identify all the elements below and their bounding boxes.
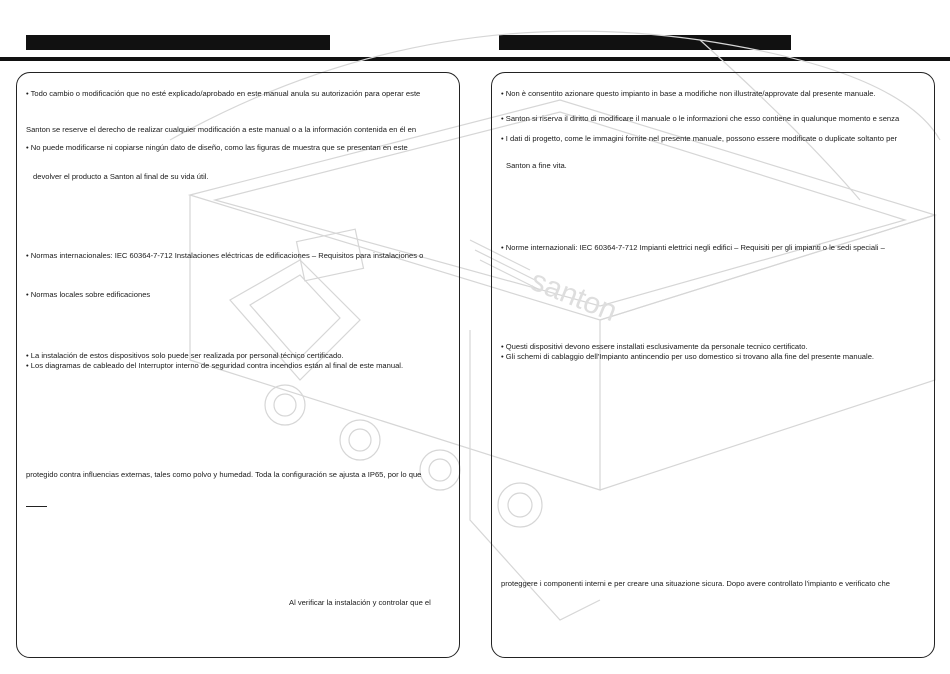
es-bullet-copy: • No puede modificarse ni copiarse ningún dato de diseño, como las figuras de muestra que se presentan en este — [26, 143, 408, 152]
es-bullet-local-norms: • Normas locales sobre edificaciones — [26, 290, 151, 299]
es-bullet-installation: • La instalación de estos dispositivos solo puede ser realizada por personal técnico certificado. — [26, 351, 344, 360]
italian-header-bar — [499, 35, 791, 50]
es-verify: Al verificar la instalación y controlar que el — [289, 598, 431, 607]
it-bullet-certified: • Questi dispositivi devono essere installati esclusivamente da personale tecnico certificato. — [501, 342, 808, 351]
it-bullet-intl-norms: • Norme internazionali: IEC 60364-7-712 Impianti elettrici negli edifici – Requisiti per gli impianti o le sedi speciali – — [501, 243, 885, 252]
italian-content-panel — [491, 72, 935, 658]
es-santon-reserve: Santon se reserve el derecho de realizar cualquier modificación a este manual o a la información contenida en él en — [26, 125, 417, 134]
watermark-brand-text: santon — [525, 263, 622, 329]
es-protected: protegido contra influencias externas, tales como polvo y humedad. Toda la configuración se ajusta a IP65, por lo que — [26, 470, 422, 479]
it-bullet-schemes: • Gli schemi di cablaggio dell'Impianto antincendio per uso domestico si trovano alla fine del presente manuale. — [501, 352, 875, 361]
it-bullet-santon-reserve: • Santon si riserva il diritto di modificare il manuale o le informazioni che esso contiene in qualunque momento e senza — [501, 114, 900, 123]
it-bullet-not-allowed: • Non è consentito azionare questo impianto in base a modifiche non illustrate/approvate dal presente manuale. — [501, 89, 876, 98]
it-end-of-life: Santon a fine vita. — [506, 161, 567, 170]
it-protect: proteggere i componenti interni e per creare una situazione sicura. Dopo avere controllato l'impianto e verificato che — [501, 579, 890, 588]
es-bullet-intl-norms: • Normas internacionales: IEC 60364-7-712 Instalaciones eléctricas de edificaciones – Requisitos para instalaciones o — [26, 251, 424, 260]
es-short-rule — [26, 506, 47, 507]
es-return-product: devolver el producto a Santon al final de su vida útil. — [33, 172, 209, 181]
spanish-header-bar — [26, 35, 330, 50]
it-bullet-design-data: • I dati di progetto, come le immagini fornite nel presente manuale, possono essere modificate o duplicate soltanto per — [501, 134, 898, 143]
es-bullet-diagrams: • Los diagramas de cableado del Interruptor interno de seguridad contra incendios están al final de este manual. — [26, 361, 404, 370]
header-rule — [0, 57, 950, 61]
es-bullet-modifications: • Todo cambio o modificación que no esté explicado/aprobado en este manual anula su autorización para operar este — [26, 89, 421, 98]
